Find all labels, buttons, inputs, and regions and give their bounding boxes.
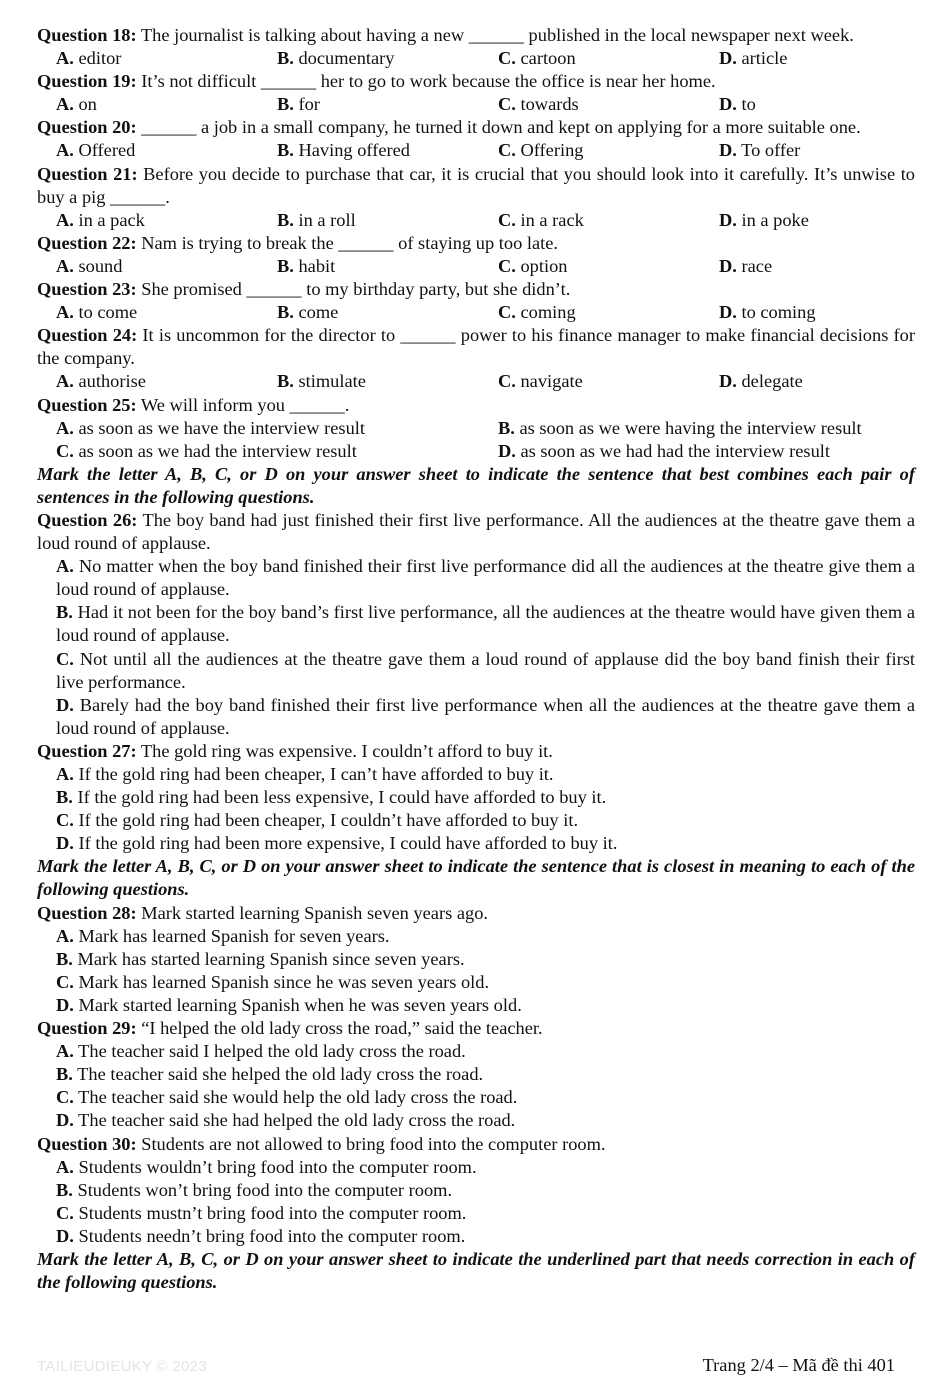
option-letter: A. — [56, 255, 74, 276]
question-text: The journalist is talking about having a new ______ published in the local newspaper next week. — [136, 25, 854, 45]
question-text: “I helped the old lady cross the road,” said the teacher. — [136, 1018, 543, 1039]
option-letter: B. — [277, 302, 294, 323]
option-text: authorise — [73, 371, 146, 392]
question-label: Question 21: — [37, 163, 138, 184]
option-c[interactable] — [498, 301, 719, 324]
option-d[interactable] — [719, 139, 934, 162]
option-letter: B. — [56, 1064, 73, 1085]
options-20 — [37, 139, 915, 162]
option-letter: B. — [277, 209, 294, 230]
question-label: Question 29: — [37, 1018, 137, 1039]
option-text: as soon as we have the interview result — [73, 417, 365, 438]
option-c[interactable] — [56, 809, 915, 832]
option-letter: A. — [56, 556, 74, 577]
option-d[interactable] — [719, 209, 934, 232]
option-letter: C. — [498, 255, 516, 276]
question-text: Students are not allowed to bring food into the computer room. — [136, 1133, 606, 1154]
option-text: If the gold ring had been cheaper, I can’t have afforded to buy it. — [73, 764, 554, 784]
option-letter: A. — [56, 371, 74, 392]
options-21 — [37, 209, 915, 232]
option-letter: A. — [56, 209, 74, 230]
option-text: stimulate — [293, 371, 366, 392]
option-d[interactable] — [498, 440, 934, 463]
option-text: No matter when the boy band finished their first live performance did all the audiences at the theatre give them a loud round of applause. — [56, 556, 915, 600]
question-text: Nam is trying to break the ______ of staying up too late. — [136, 232, 559, 253]
option-text: If the gold ring had been cheaper, I couldn’t have afforded to buy it. — [73, 810, 579, 831]
option-b[interactable] — [277, 301, 498, 324]
option-a[interactable] — [56, 370, 277, 393]
exam-page — [37, 24, 915, 1294]
option-text: Mark has learned Spanish for seven years. — [73, 925, 390, 946]
options-22 — [37, 255, 915, 278]
option-b[interactable] — [277, 255, 498, 278]
option-a[interactable] — [56, 93, 277, 116]
option-d[interactable] — [719, 93, 934, 116]
option-text: Had it not been for the boy band’s first live performance, all the audiences at the theatre would have given them a loud round of applause. — [56, 602, 915, 646]
option-a[interactable] — [56, 301, 277, 324]
question-text: It is uncommon for the director to ______ power to his finance manager to make financial decisions for the company. — [37, 325, 915, 369]
option-letter: C. — [56, 971, 74, 992]
option-b[interactable] — [277, 370, 498, 393]
options-25 — [37, 417, 915, 463]
option-d[interactable] — [56, 694, 915, 740]
option-letter: C. — [498, 140, 516, 161]
option-a[interactable] — [56, 47, 277, 70]
option-text: To offer — [736, 140, 801, 161]
option-c[interactable] — [498, 209, 719, 232]
question-label: Question 25: — [37, 394, 137, 415]
option-c[interactable] — [56, 440, 498, 463]
option-a[interactable] — [56, 925, 915, 948]
option-letter: B. — [56, 602, 73, 623]
option-letter: D. — [56, 694, 74, 715]
option-letter: A. — [56, 48, 74, 69]
question-text: The gold ring was expensive. I couldn’t afford to buy it. — [136, 740, 553, 761]
section-instruction: Mark the letter A, B, C, or D on your answer sheet to indicate the sentence that is closest in meaning to each of the following questions. — [37, 856, 915, 900]
option-b[interactable] — [277, 209, 498, 232]
option-d[interactable] — [56, 832, 915, 855]
option-d[interactable] — [719, 47, 934, 70]
option-c[interactable] — [498, 47, 719, 70]
question-23 — [37, 278, 915, 301]
option-text: towards — [515, 94, 579, 115]
option-text: option — [515, 255, 568, 276]
option-letter: D. — [56, 994, 74, 1015]
question-label: Question 20: — [37, 117, 137, 138]
option-text: as soon as we had the interview result — [73, 440, 357, 461]
option-a[interactable] — [56, 763, 915, 786]
page-number: Trang 2/4 – Mã đề thi 401 — [702, 1355, 895, 1375]
option-a[interactable] — [56, 139, 277, 162]
question-27 — [37, 740, 915, 763]
question-text: We will inform you ______. — [136, 394, 350, 415]
option-letter: B. — [277, 140, 294, 161]
option-c[interactable] — [498, 93, 719, 116]
section-instruction: Mark the letter A, B, C, or D on your answer sheet to indicate the sentence that best combines each pair of sentences in the following questions. — [37, 463, 915, 507]
option-a[interactable] — [56, 1156, 915, 1179]
question-19 — [37, 70, 915, 93]
options-26 — [37, 555, 915, 740]
options-28 — [37, 925, 915, 1017]
option-text: race — [736, 255, 773, 276]
option-letter: D. — [719, 48, 737, 69]
question-30 — [37, 1133, 915, 1156]
option-text: come — [293, 302, 339, 323]
options-24 — [37, 370, 915, 393]
option-text: The teacher said she had helped the old lady cross the road. — [73, 1110, 516, 1131]
option-letter: A. — [56, 925, 74, 946]
option-letter: C. — [498, 94, 516, 115]
option-text: in a rack — [515, 209, 584, 230]
option-text: Students needn’t bring food into the computer room. — [73, 1225, 466, 1246]
option-text: Offering — [515, 140, 584, 161]
option-letter: A. — [56, 1041, 74, 1062]
option-b[interactable] — [498, 417, 934, 440]
option-letter: B. — [277, 48, 294, 69]
question-text: Mark started learning Spanish seven years ago. — [136, 902, 488, 923]
option-c[interactable] — [56, 1202, 915, 1225]
question-text: She promised ______ to my birthday party, but she didn’t. — [136, 279, 571, 300]
options-18 — [37, 47, 915, 70]
question-label: Question 27: — [37, 740, 137, 761]
option-text: habit — [293, 255, 336, 276]
option-b[interactable] — [277, 47, 498, 70]
option-letter: D. — [498, 440, 516, 461]
option-text: in a poke — [736, 209, 809, 230]
question-label: Question 30: — [37, 1133, 137, 1154]
option-letter: D. — [719, 209, 737, 230]
option-c[interactable] — [498, 139, 719, 162]
option-letter: D. — [719, 302, 737, 323]
question-22 — [37, 232, 915, 255]
option-d[interactable] — [56, 1225, 915, 1248]
option-letter: D. — [719, 140, 737, 161]
option-text: coming — [515, 302, 576, 323]
question-label: Question 22: — [37, 232, 137, 253]
option-c[interactable] — [56, 1086, 915, 1109]
option-text: in a pack — [73, 209, 145, 230]
options-29 — [37, 1040, 915, 1132]
option-letter: A. — [56, 764, 74, 784]
option-text: to coming — [736, 302, 816, 323]
option-text: sound — [73, 255, 123, 276]
option-d[interactable] — [56, 994, 915, 1017]
option-letter: A. — [56, 302, 74, 323]
option-text: The teacher said I helped the old lady cross the road. — [73, 1041, 466, 1062]
question-26 — [37, 509, 915, 555]
option-text: to come — [73, 302, 138, 323]
option-text: If the gold ring had been more expensive, I could have afforded to buy it. — [73, 833, 618, 854]
option-text: Mark started learning Spanish when he was seven years old. — [73, 994, 522, 1015]
option-text: The teacher said she helped the old lady cross the road. — [72, 1064, 484, 1085]
option-letter: D. — [719, 94, 737, 115]
option-letter: D. — [719, 371, 737, 392]
option-a[interactable] — [56, 1040, 915, 1063]
option-c[interactable] — [498, 255, 719, 278]
option-text: in a roll — [293, 209, 356, 230]
option-a[interactable] — [56, 417, 498, 440]
question-text: ______ a job in a small company, he turned it down and kept on applying for a more suitable one. — [136, 117, 861, 138]
option-text: The teacher said she would help the old lady cross the road. — [73, 1087, 518, 1108]
question-label: Question 19: — [37, 71, 137, 92]
question-text: Before you decide to purchase that car, it is crucial that you should look into it carefully. It’s unwise to buy a pig ______. — [37, 163, 915, 207]
option-text: If the gold ring had been less expensive, I could have afforded to buy it. — [72, 787, 607, 808]
option-text: Having offered — [293, 140, 410, 161]
option-a[interactable] — [56, 555, 915, 601]
options-30 — [37, 1156, 915, 1248]
question-text: It’s not difficult ______ her to go to work because the office is near her home. — [136, 71, 716, 92]
option-text: Students mustn’t bring food into the computer room. — [73, 1202, 467, 1223]
options-23 — [37, 301, 915, 324]
option-letter: B. — [277, 94, 294, 115]
option-letter: B. — [56, 787, 73, 808]
option-letter: B. — [277, 371, 294, 392]
option-text: to — [736, 94, 756, 115]
option-letter: C. — [498, 209, 516, 230]
option-letter: A. — [56, 1156, 74, 1177]
question-text: The boy band had just finished their first live performance. All the audiences at the theatre gave them a loud round of applause. — [37, 509, 916, 554]
options-19 — [37, 93, 915, 116]
question-label: Question 26: — [37, 509, 138, 530]
question-28 — [37, 902, 915, 925]
option-b[interactable] — [56, 601, 915, 647]
watermark: TAILIEUDIEUKY © 2023 — [37, 1358, 207, 1375]
option-letter: C. — [56, 1087, 74, 1108]
option-text: Mark has learned Spanish since he was seven years old. — [73, 971, 490, 992]
option-text: as soon as we were having the interview result — [514, 417, 862, 438]
option-letter: C. — [56, 810, 74, 831]
question-label: Question 18: — [37, 25, 137, 45]
option-d[interactable] — [56, 1109, 915, 1132]
option-a[interactable] — [56, 255, 277, 278]
option-c[interactable] — [56, 971, 915, 994]
option-b[interactable] — [56, 1063, 915, 1086]
option-letter: D. — [56, 1110, 74, 1131]
question-label: Question 23: — [37, 279, 137, 300]
option-text: on — [73, 94, 97, 115]
option-letter: D. — [719, 255, 737, 276]
option-b[interactable] — [277, 139, 498, 162]
option-letter: C. — [56, 648, 74, 669]
option-letter: C. — [56, 1202, 74, 1223]
option-text: article — [736, 48, 788, 69]
question-20 — [37, 116, 915, 139]
option-text: editor — [73, 48, 122, 69]
option-d[interactable] — [719, 370, 934, 393]
option-text: documentary — [293, 48, 395, 69]
option-b[interactable] — [56, 786, 915, 809]
option-letter: C. — [498, 302, 516, 323]
option-text: Barely had the boy band finished their first live performance when all the audiences at the theatre gave them a loud round of applause. — [56, 694, 915, 738]
option-text: Students won’t bring food into the computer room. — [72, 1179, 453, 1200]
option-text: Students wouldn’t bring food into the computer room. — [73, 1156, 477, 1177]
options-27 — [37, 763, 915, 855]
option-text: Not until all the audiences at the theatre gave them a loud round of applause did the boy band finish their first live performance. — [56, 648, 915, 692]
option-text: Mark has started learning Spanish since seven years. — [72, 948, 465, 969]
option-a[interactable] — [56, 209, 277, 232]
option-letter: D. — [56, 1225, 74, 1246]
option-letter: C. — [498, 371, 516, 392]
option-text: for — [293, 94, 320, 115]
option-letter: B. — [56, 1179, 73, 1200]
option-d[interactable] — [719, 301, 934, 324]
option-b[interactable] — [277, 93, 498, 116]
section-instruction: Mark the letter A, B, C, or D on your answer sheet to indicate the underlined part that needs correction in each of the following questions. — [37, 1248, 915, 1293]
question-24 — [37, 324, 915, 370]
option-letter: B. — [498, 417, 515, 438]
option-b[interactable] — [56, 1179, 915, 1202]
option-letter: A. — [56, 417, 74, 438]
option-text: cartoon — [515, 48, 576, 69]
question-21 — [37, 163, 915, 209]
option-letter: A. — [56, 140, 74, 161]
option-text: navigate — [515, 371, 583, 392]
question-25 — [37, 394, 915, 417]
option-letter: D. — [56, 833, 74, 854]
option-letter: B. — [56, 948, 73, 969]
option-letter: C. — [56, 440, 74, 461]
option-text: as soon as we had had the interview result — [515, 440, 830, 461]
option-letter: C. — [498, 48, 516, 69]
option-text: Offered — [73, 140, 136, 161]
question-label: Question 24: — [37, 325, 138, 346]
option-text: delegate — [736, 371, 803, 392]
option-c[interactable] — [56, 648, 915, 694]
option-c[interactable] — [498, 370, 719, 393]
option-d[interactable] — [719, 255, 934, 278]
option-b[interactable] — [56, 948, 915, 971]
option-letter: A. — [56, 94, 74, 115]
option-letter: B. — [277, 255, 294, 276]
question-29 — [37, 1017, 915, 1040]
question-label: Question 28: — [37, 902, 137, 923]
question-18 — [37, 24, 915, 47]
